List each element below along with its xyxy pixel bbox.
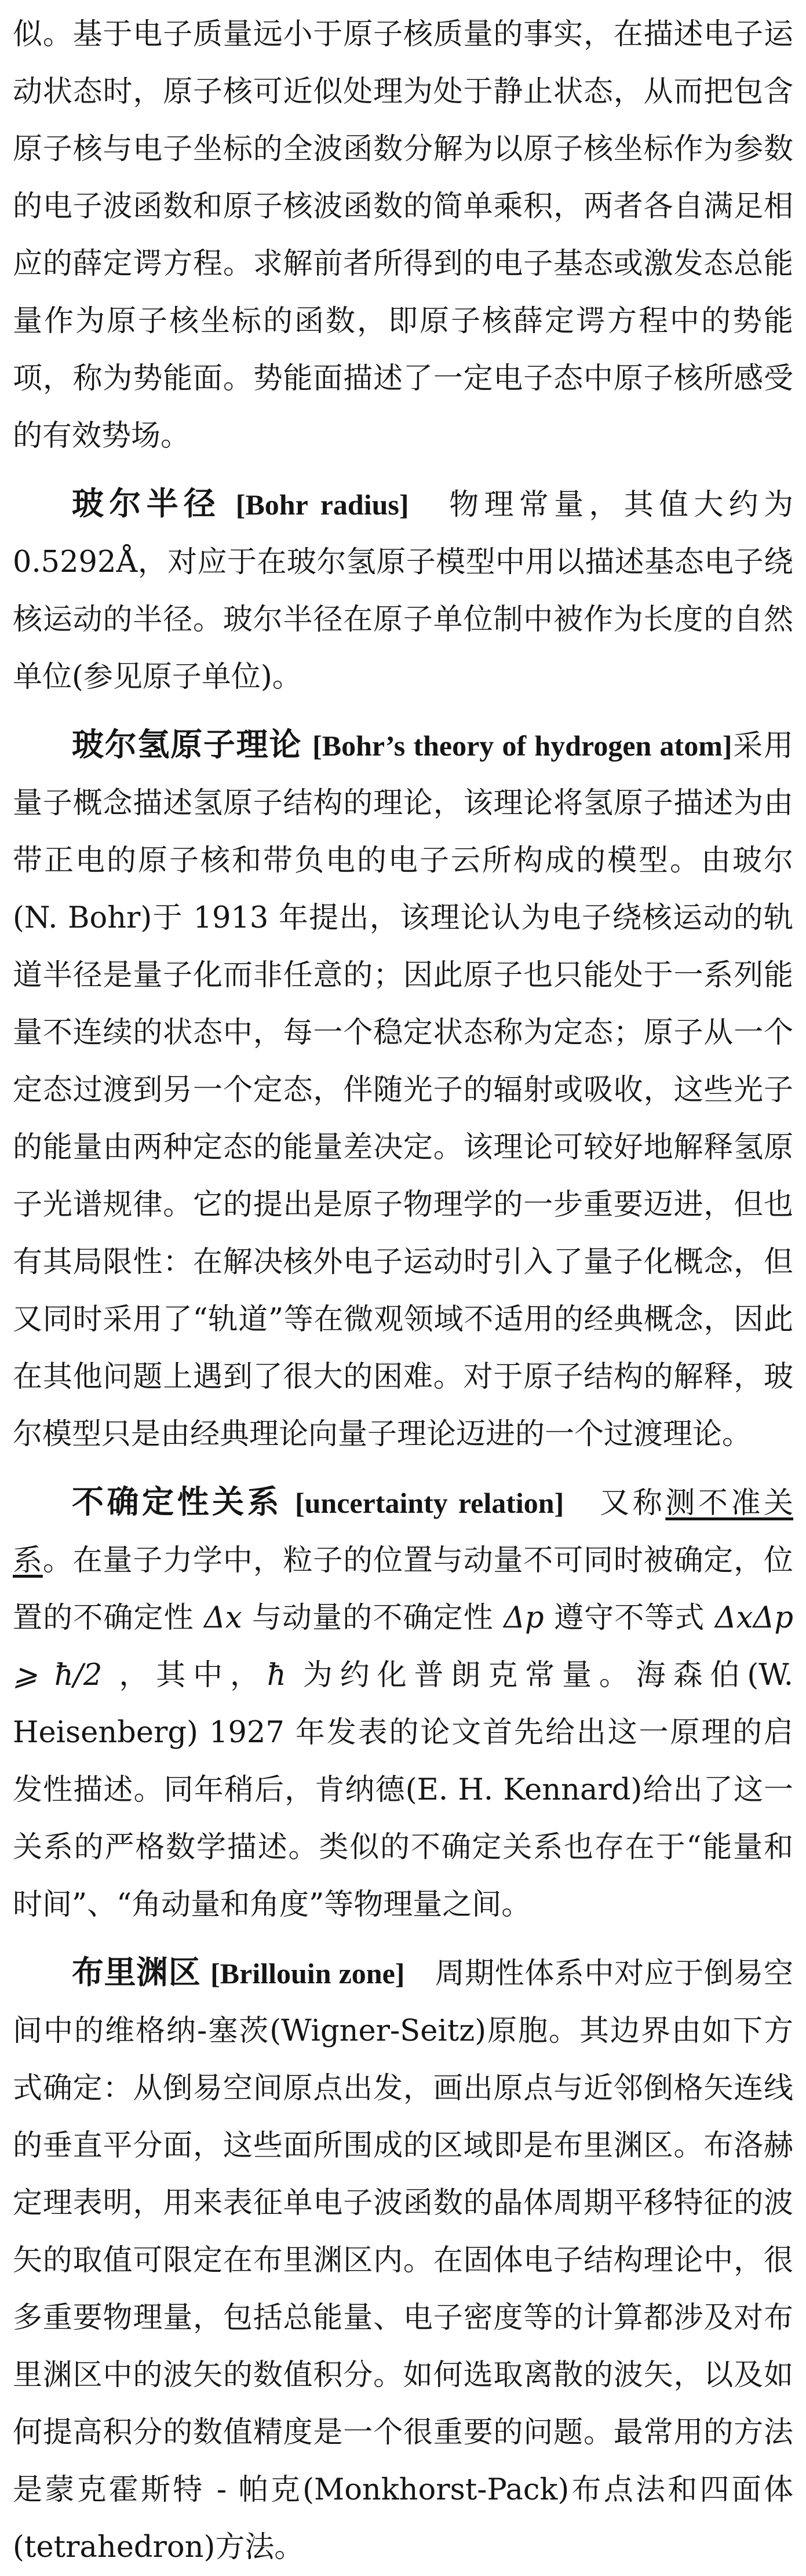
entry-definition-part: 又称 — [564, 1486, 666, 1520]
entry-definition-part: 为约化普朗克常量。海森伯(W. Heisenberg) 1927 年发表的论文首先给出这一原理的启发性描述。同年稍后，肯纳德(E. H. Kennard)给出了这一关系的严格数学描述。类似的不确定关系也存在于“能量和时间”、“角动量和角度”等物理量之间。 — [13, 1658, 793, 1922]
continuation-paragraph: 似。基于电子质量远小于原子核质量的事实，在描述电子运动状态时，原子核可近似处理为处于静止状态，从而把包含原子核与电子坐标的全波函数分解为以原子核坐标作为参数的电子波函数和原子核波函数的简单乘积，两者各自满足相应的薛定谔方程。求解前者所得到的电子基态或激发态总能量作为原子核坐标的函数，即原子核薛定谔方程中的势能项，称为势能面。势能面描述了一定电子态中原子核所感受的有效势场。 — [13, 17, 793, 453]
math-delta-x: Δx — [204, 1601, 242, 1635]
entry-definition-part: 遵守不等式 — [553, 1601, 705, 1635]
entry-english-term: [Bohr radius] — [235, 488, 409, 521]
entry-headword: 不确定性关系 — [72, 1483, 283, 1520]
entry-uncertainty-relation — [13, 1473, 793, 1933]
entry-definition-part: 。在量子力学中，粒子的位置与动量不可同时被确定，位置的不确定性 — [13, 1544, 793, 1635]
entry-headword: 布里渊区 — [72, 1954, 201, 1991]
cross-reference-link[interactable]: 测不准关系 — [13, 1486, 793, 1578]
entry-english-term: [Bohr’s theory of hydrogen atom] — [312, 729, 732, 762]
uncertainty-formula: ΔxΔp ⩾ ħ/2 — [13, 1601, 793, 1692]
entry-definition: 采用量子概念描述氢原子结构的理论，该理论将氢原子描述为由带正电的原子核和带负电的电子云所构成的模型。由玻尔(N. Bohr)于 1913 年提出，该理论认为电子绕核运动的轨道半径是量子化而非任意的；因此原子也只能处于一系列能量不连续的状态中，每一个稳定状态称为定态；原子从一个定态过渡到另一个定态，伴随光子的辐射或吸收，这些光子的能量由两种定态的能量差决定。该理论可较好地解释氢原子光谱规律。它的提出是原子物理学的一步重要迈进，但也有其局限性：在解决核外电子运动时引入了量子化概念，但又同时采用了“轨道”等在微观领域不适用的经典概念，因此在其他问题上遇到了很大的困难。对于原子结构的解释，玻尔模型只是由经典理论向量子理论迈进的一个过渡理论。 — [13, 729, 793, 1451]
entry-definition-part: ，其中， — [119, 1658, 267, 1692]
entry-brillouin-zone — [13, 1944, 793, 2576]
math-hbar: ħ — [267, 1658, 286, 1692]
entry-definition: 物理常量，其值大约为0.5292Å，对应于在玻尔氢原子模型中用以描述基态电子绕核运动的半径。玻尔半径在原子单位制中被作为长度的自然单位(参见原子单位)。 — [13, 488, 793, 694]
entry-headword: 玻尔半径 — [72, 485, 221, 522]
math-delta-p: Δp — [504, 1601, 544, 1635]
entry-bohr-theory — [13, 716, 793, 1463]
entry-definition-part: 与动量的不确定性 — [251, 1601, 494, 1635]
entry-english-term: [uncertainty relation] — [294, 1487, 564, 1519]
entry-headword: 玻尔氢原子理论 — [72, 726, 302, 763]
entry-english-term: [Brillouin zone] — [210, 1957, 405, 1990]
entry-bohr-radius — [13, 475, 793, 706]
entry-definition: 周期性体系中对应于倒易空间中的维格纳-塞茨(Wigner-Seitz)原胞。其边界由如下方式确定：从倒易空间原点出发，画出原点与近邻倒格矢连线的垂直平分面，这些面所围成的区域即是布里渊区。布洛赫定理表明，用来表征单电子波函数的晶体周期平移特征的波矢的取值可限定在布里渊区内。在固体电子结构理论中，很多重要物理量，包括总能量、电子密度等的计算都涉及对布里渊区中的波矢的数值积分。如何选取离散的波矢，以及如何提高积分的数值精度是一个很重要的问题。最常用的方法是蒙克霍斯特 - 帕克(Monkhorst-Pack)布点法和四面体(tetrahedron)方法。 — [13, 1957, 793, 2564]
